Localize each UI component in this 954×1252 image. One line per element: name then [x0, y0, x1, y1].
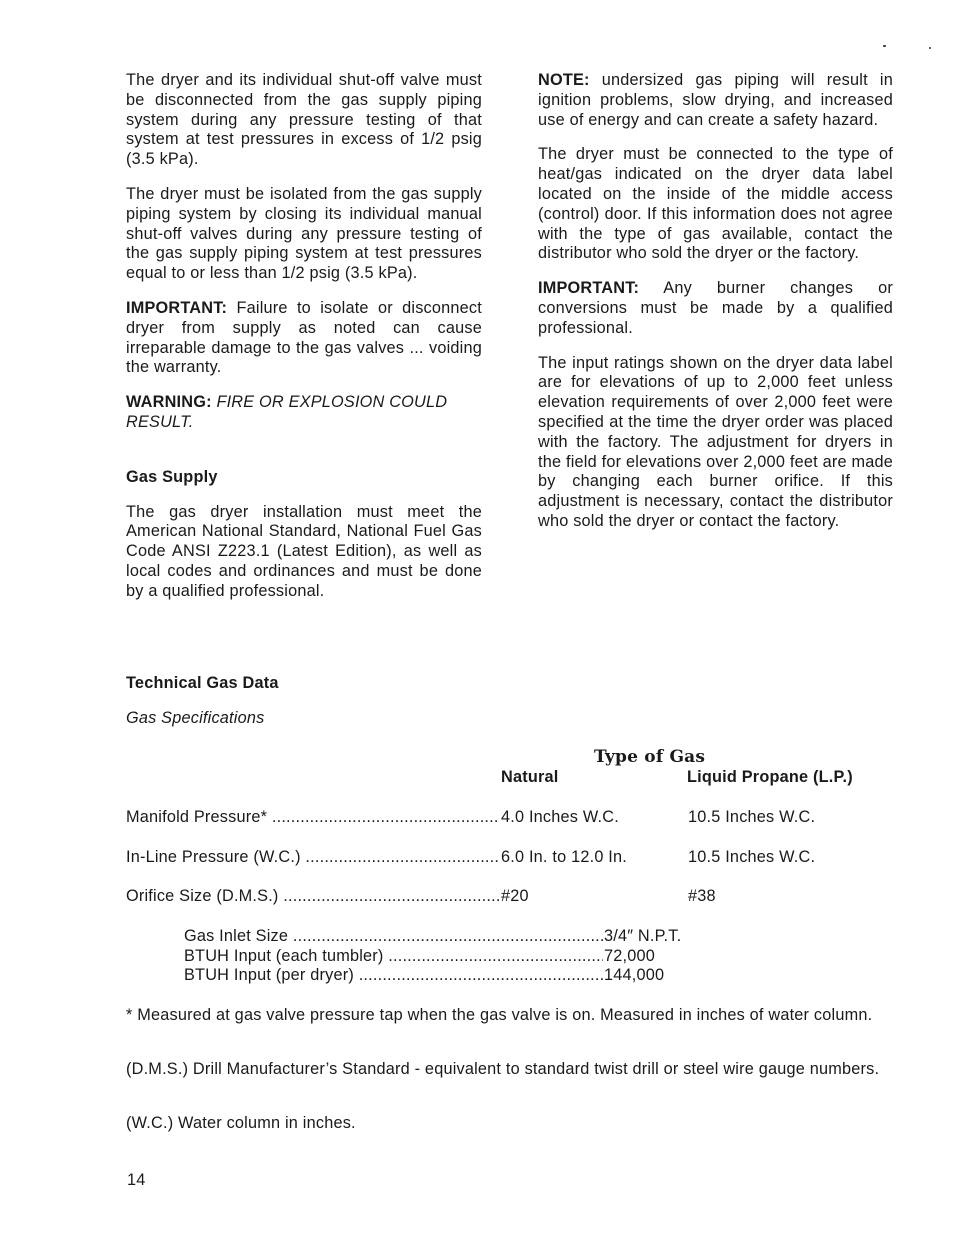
warning-text: FIRE OR EXPLOSION COULD RESULT.	[126, 393, 448, 431]
gas-specifications-subheading: Gas Specifications	[126, 709, 265, 727]
right-column	[538, 71, 893, 532]
important-text: Any burner changes or conversions must be made by a qualified professional.	[538, 279, 893, 337]
warning-label: WARNING:	[126, 393, 212, 412]
spec-natural-value: 6.0 In. to 12.0 In.	[501, 848, 627, 866]
shutoff-valve-paragraph: The dryer and its individual shut-off valve must be disconnected from the gas supply piping system during any pressure testing of that system at test pressures in excess of 1/2 psig (3.5 kPa).	[126, 71, 482, 169]
footnote-wc: (W.C.) Water column in inches.	[126, 1114, 356, 1132]
spec-natural-value: #20	[501, 887, 529, 905]
footnote-dms: (D.M.S.) Drill Manufacturer’s Standard - equivalent to standard twist drill or steel wire gauge numbers.	[126, 1060, 880, 1078]
spec-label: BTUH Input (per dryer) .....	[184, 966, 603, 986]
isolation-paragraph: The dryer must be isolated from the gas supply piping system by closing its individual manual shut-off valves during any pressure testing of the gas supply piping system at test pressures equal to or less than 1/2 psig (3.5 kPa).	[126, 184, 482, 283]
spec-value: 144,000	[604, 966, 665, 984]
warning-paragraph	[126, 393, 482, 433]
spec-label: In-Line Pressure (W.C.) .....	[126, 848, 500, 868]
spec-natural-value: 4.0 Inches W.C.	[501, 808, 619, 826]
footnote-measured: * Measured at gas valve pressure tap when the gas valve is on. Measured in inches of water column.	[126, 1006, 873, 1024]
important-burner-paragraph	[538, 279, 893, 338]
left-column	[126, 71, 482, 602]
scan-speck	[929, 47, 931, 49]
important-text: Failure to isolate or disconnect dryer from supply as noted can cause irreparable damage to the gas valves ... voiding the warranty.	[126, 298, 482, 377]
natural-column-header: Natural	[501, 768, 559, 786]
spec-label: Gas Inlet Size .....	[184, 927, 603, 947]
spec-label: BTUH Input (each tumbler) .....	[184, 947, 603, 967]
spec-lp-value: #38	[688, 887, 716, 905]
spec-label: Orifice Size (D.M.S.) .....	[126, 887, 500, 907]
page-number: 14	[127, 1171, 146, 1189]
note-paragraph	[538, 71, 893, 130]
connection-paragraph: The dryer must be connected to the type of heat/gas indicated on the dryer data label located on the inside of the middle access (control) door. If this information does not agree with the type of gas available, contact the distributor who sold the dryer or the factory.	[538, 145, 893, 263]
gas-supply-heading: Gas Supply	[126, 467, 218, 486]
gas-supply-paragraph: The gas dryer installation must meet the American National Standard, National Fuel Gas Code ANSI Z223.1 (Latest Edition), as well as local codes and ordinances and must be done by a qualified professional.	[126, 502, 482, 600]
note-label: NOTE:	[538, 71, 590, 89]
note-text: undersized gas piping will result in ignition problems, slow drying, and increased use of energy and can create a safety hazard.	[538, 71, 893, 129]
technical-gas-data-heading: Technical Gas Data	[126, 674, 279, 692]
important-label: IMPORTANT:	[126, 298, 228, 317]
lp-column-header: Liquid Propane (L.P.)	[687, 768, 853, 786]
important-label: IMPORTANT:	[538, 279, 640, 298]
input-ratings-paragraph: The input ratings shown on the dryer data label are for elevations of up to 2,000 feet unless elevation requirements of over 2,000 feet were specified at the time the dryer order was placed with the factory. The adjustment for dryers in the field for elevations over 2,000 feet are made by changing each burner orifice. If this adjustment is necessary, contact the distributor who sold the dryer or contact the factory.	[538, 353, 893, 530]
important-paragraph	[126, 299, 482, 378]
spec-label: Manifold Pressure* .....	[126, 808, 500, 828]
spec-lp-value: 10.5 Inches W.C.	[688, 808, 816, 826]
spec-value: 3/4″ N.P.T.	[604, 927, 682, 945]
type-of-gas-header: Type of Gas	[594, 747, 706, 767]
spec-value: 72,000	[604, 947, 655, 965]
spec-lp-value: 10.5 Inches W.C.	[688, 848, 816, 866]
scan-speck	[883, 45, 886, 47]
